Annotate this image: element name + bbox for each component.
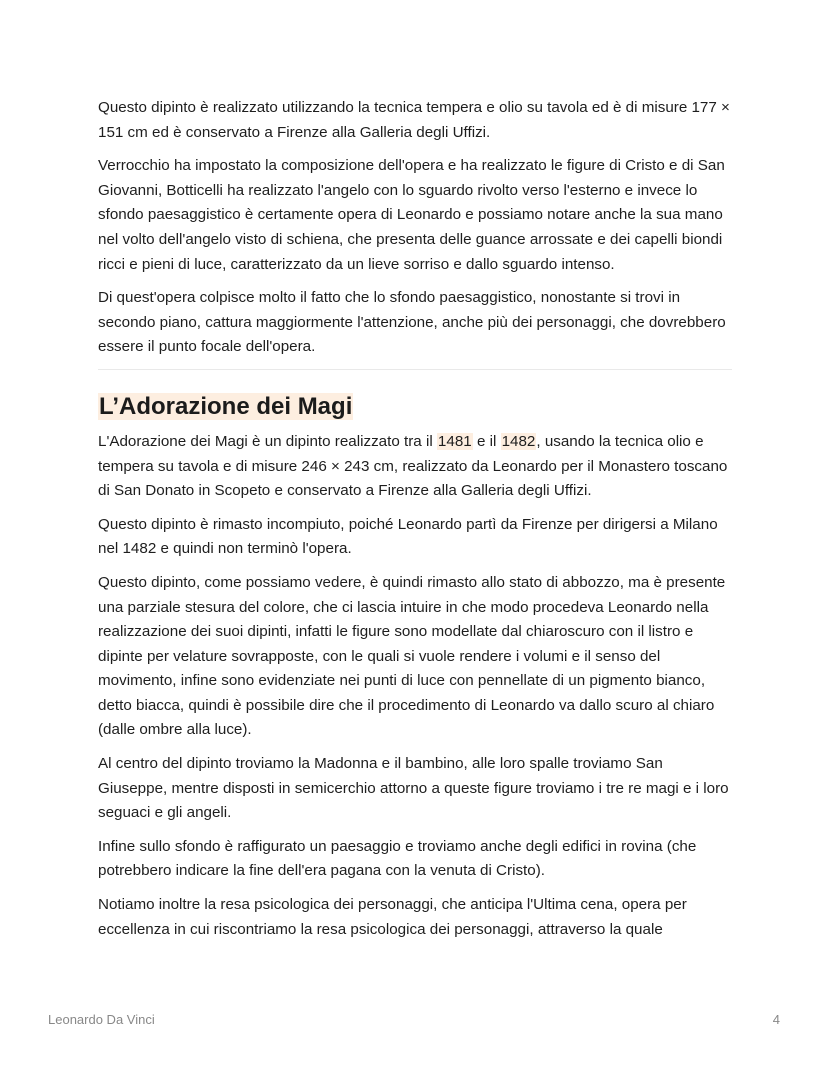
footer-title: Leonardo Da Vinci: [48, 1012, 155, 1027]
intro-paragraph: [98, 430, 732, 504]
intro-text-2: e il: [472, 432, 501, 450]
paragraph: Di quest'opera colpisce molto il fatto che lo sfondo paesaggistico, nonostante si trovi in secondo piano, cattura maggiormente l'attenzione, anche più dei personaggi, che dovrebbero essere il punto focale dell'opera.: [98, 289, 726, 356]
paragraph: Notiamo inoltre la resa psicologica dei personaggi, che anticipa l'Ultima cena, opera per eccellenza in cui riscontriamo la resa psicologica dei personaggi, attraverso la quale: [98, 896, 687, 938]
section-divider: [98, 369, 732, 370]
paragraph: Verrocchio ha impostato la composizione dell'opera e ha realizzato le figure di Cristo e di San Giovanni, Botticelli ha realizzato l'angelo con lo sguardo rivolto verso l'esterno e invece lo sfondo paesaggistico è certamente opera di Leonardo e possiamo notare anche la sua mano nel volto dell'angelo visto di schiena, che presenta delle guance arrossate e dei capelli biondi ricci e pieni di luce, caratterizzato da un lieve sorriso e dallo sguardo intenso.: [98, 157, 725, 273]
paragraph: Questo dipinto è realizzato utilizzando la tecnica tempera e olio su tavola ed è di misure 177 × 151 cm ed è conservato a Firenze alla Galleria degli Uffizi.: [98, 99, 730, 141]
paragraph: Questo dipinto è rimasto incompiuto, poiché Leonardo partì da Firenze per dirigersi a Milano nel 1482 e quindi non terminò l'opera.: [98, 515, 718, 558]
intro-text-3: , usando la tecnica olio e tempera su tavola e di misure 246 × 243 cm, realizzato da Leonardo per il Monastero toscano di San Donato in Scopeto e conservato a Firenze alla Galleria degli Uffizi.: [98, 432, 728, 500]
paragraph: Infine sullo sfondo è raffigurato un paesaggio e troviamo anche degli edifici in rovina (che potrebbero indicare la fine dell'era pagana con la venuta di Cristo).: [98, 837, 697, 880]
section-heading: [98, 390, 732, 424]
year-highlight-1482: 1482: [501, 432, 536, 450]
intro-text-1: L'Adorazione dei Magi è un dipinto realizzato tra il: [98, 432, 437, 450]
document-body: [98, 96, 732, 951]
heading-highlight: L’Adorazione dei Magi: [99, 392, 353, 420]
paragraph: Al centro del dipinto troviamo la Madonna e il bambino, alle loro spalle troviamo San Giuseppe, mentre disposti in semicerchio attorno a queste figure troviamo i tre re magi e i loro seguaci e gli angeli.: [98, 755, 729, 822]
paragraph: Questo dipinto, come possiamo vedere, è quindi rimasto allo stato di abbozzo, ma è presente una parziale stesura del colore, che ci lascia intuire in che modo procedeva Leonardo nella realizzazione dei suoi dipinti, infatti le figure sono modellate dal chiaroscuro con il listro e dipinte per velature sovrapposte, con le quali si vuole rendere i volumi e il senso del movimento, infine sono evidenziate nei punti di luce con pennellate di un pigmento bianco, detto biacca, quindi è possibile dire che il procedimento di Leonardo va dallo scuro al chiaro (dalle ombre alla luce).: [98, 573, 726, 739]
year-highlight-1481: 1481: [437, 432, 472, 450]
page-number: 4: [772, 1012, 780, 1027]
